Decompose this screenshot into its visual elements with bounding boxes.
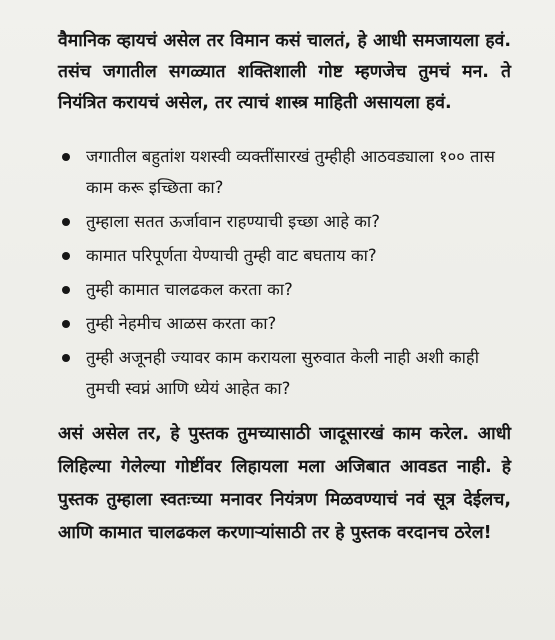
question-text: तुम्ही कामात चालढकल करता का? bbox=[86, 280, 293, 299]
question-text: तुम्ही अजूनही ज्यावर काम करायला सुरुवात केली नाही अशी काही तुमची स्वप्नं आणि ध्येयं आहेत का? bbox=[86, 348, 479, 398]
bullet-icon bbox=[62, 218, 70, 226]
question-list-item bbox=[58, 240, 511, 271]
question-list-item bbox=[58, 274, 511, 305]
bullet-icon bbox=[62, 153, 70, 161]
bullet-icon bbox=[62, 252, 70, 260]
question-text: तुम्ही नेहमीच आळस करता का? bbox=[86, 314, 277, 333]
bullet-icon bbox=[62, 320, 70, 328]
question-list-item bbox=[58, 342, 511, 404]
question-list-item bbox=[58, 141, 511, 203]
question-list-item bbox=[58, 206, 511, 237]
question-text: कामात परिपूर्णता येण्याची तुम्ही वाट बघताय का? bbox=[86, 246, 377, 265]
question-list-item bbox=[58, 308, 511, 339]
question-text: जगातील बहुतांश यशस्वी व्यक्तींसारखं तुम्हीही आठवड्याला १०० तास काम करू इच्छिता का? bbox=[86, 147, 495, 197]
question-list bbox=[58, 141, 511, 404]
bullet-icon bbox=[62, 354, 70, 362]
question-text: तुम्हाला सतत ऊर्जावान राहण्याची इच्छा आहे का? bbox=[86, 212, 380, 231]
closing-paragraph: असं असेल तर, हे पुस्तक तुमच्यासाठी जादूसारखं काम करेल. आधी लिहिल्या गेलेल्या गोष्टींवर लिहायला मला अजिबात आवडत नाही. हे पुस्तक तुम्हाला स्वतःच्या मनावर नियंत्रण मिळवण्याचं नवं सूत्र देईलच, आणि कामात चालढकल करणाऱ्यांसाठी तर हे पुस्तक वरदानच ठरेल! bbox=[58, 424, 511, 543]
intro-paragraph: वैमानिक व्हायचं असेल तर विमान कसं चालतं, हे आधी समजायला हवं. तसंच जगातील सगळ्यात शक्तिशाली गोष्ट म्हणजेच तुमचं मन. ते नियंत्रित करायचं असेल, तर त्याचं शास्त्र माहिती असायला हवं. bbox=[58, 31, 511, 113]
bullet-icon bbox=[62, 286, 70, 294]
